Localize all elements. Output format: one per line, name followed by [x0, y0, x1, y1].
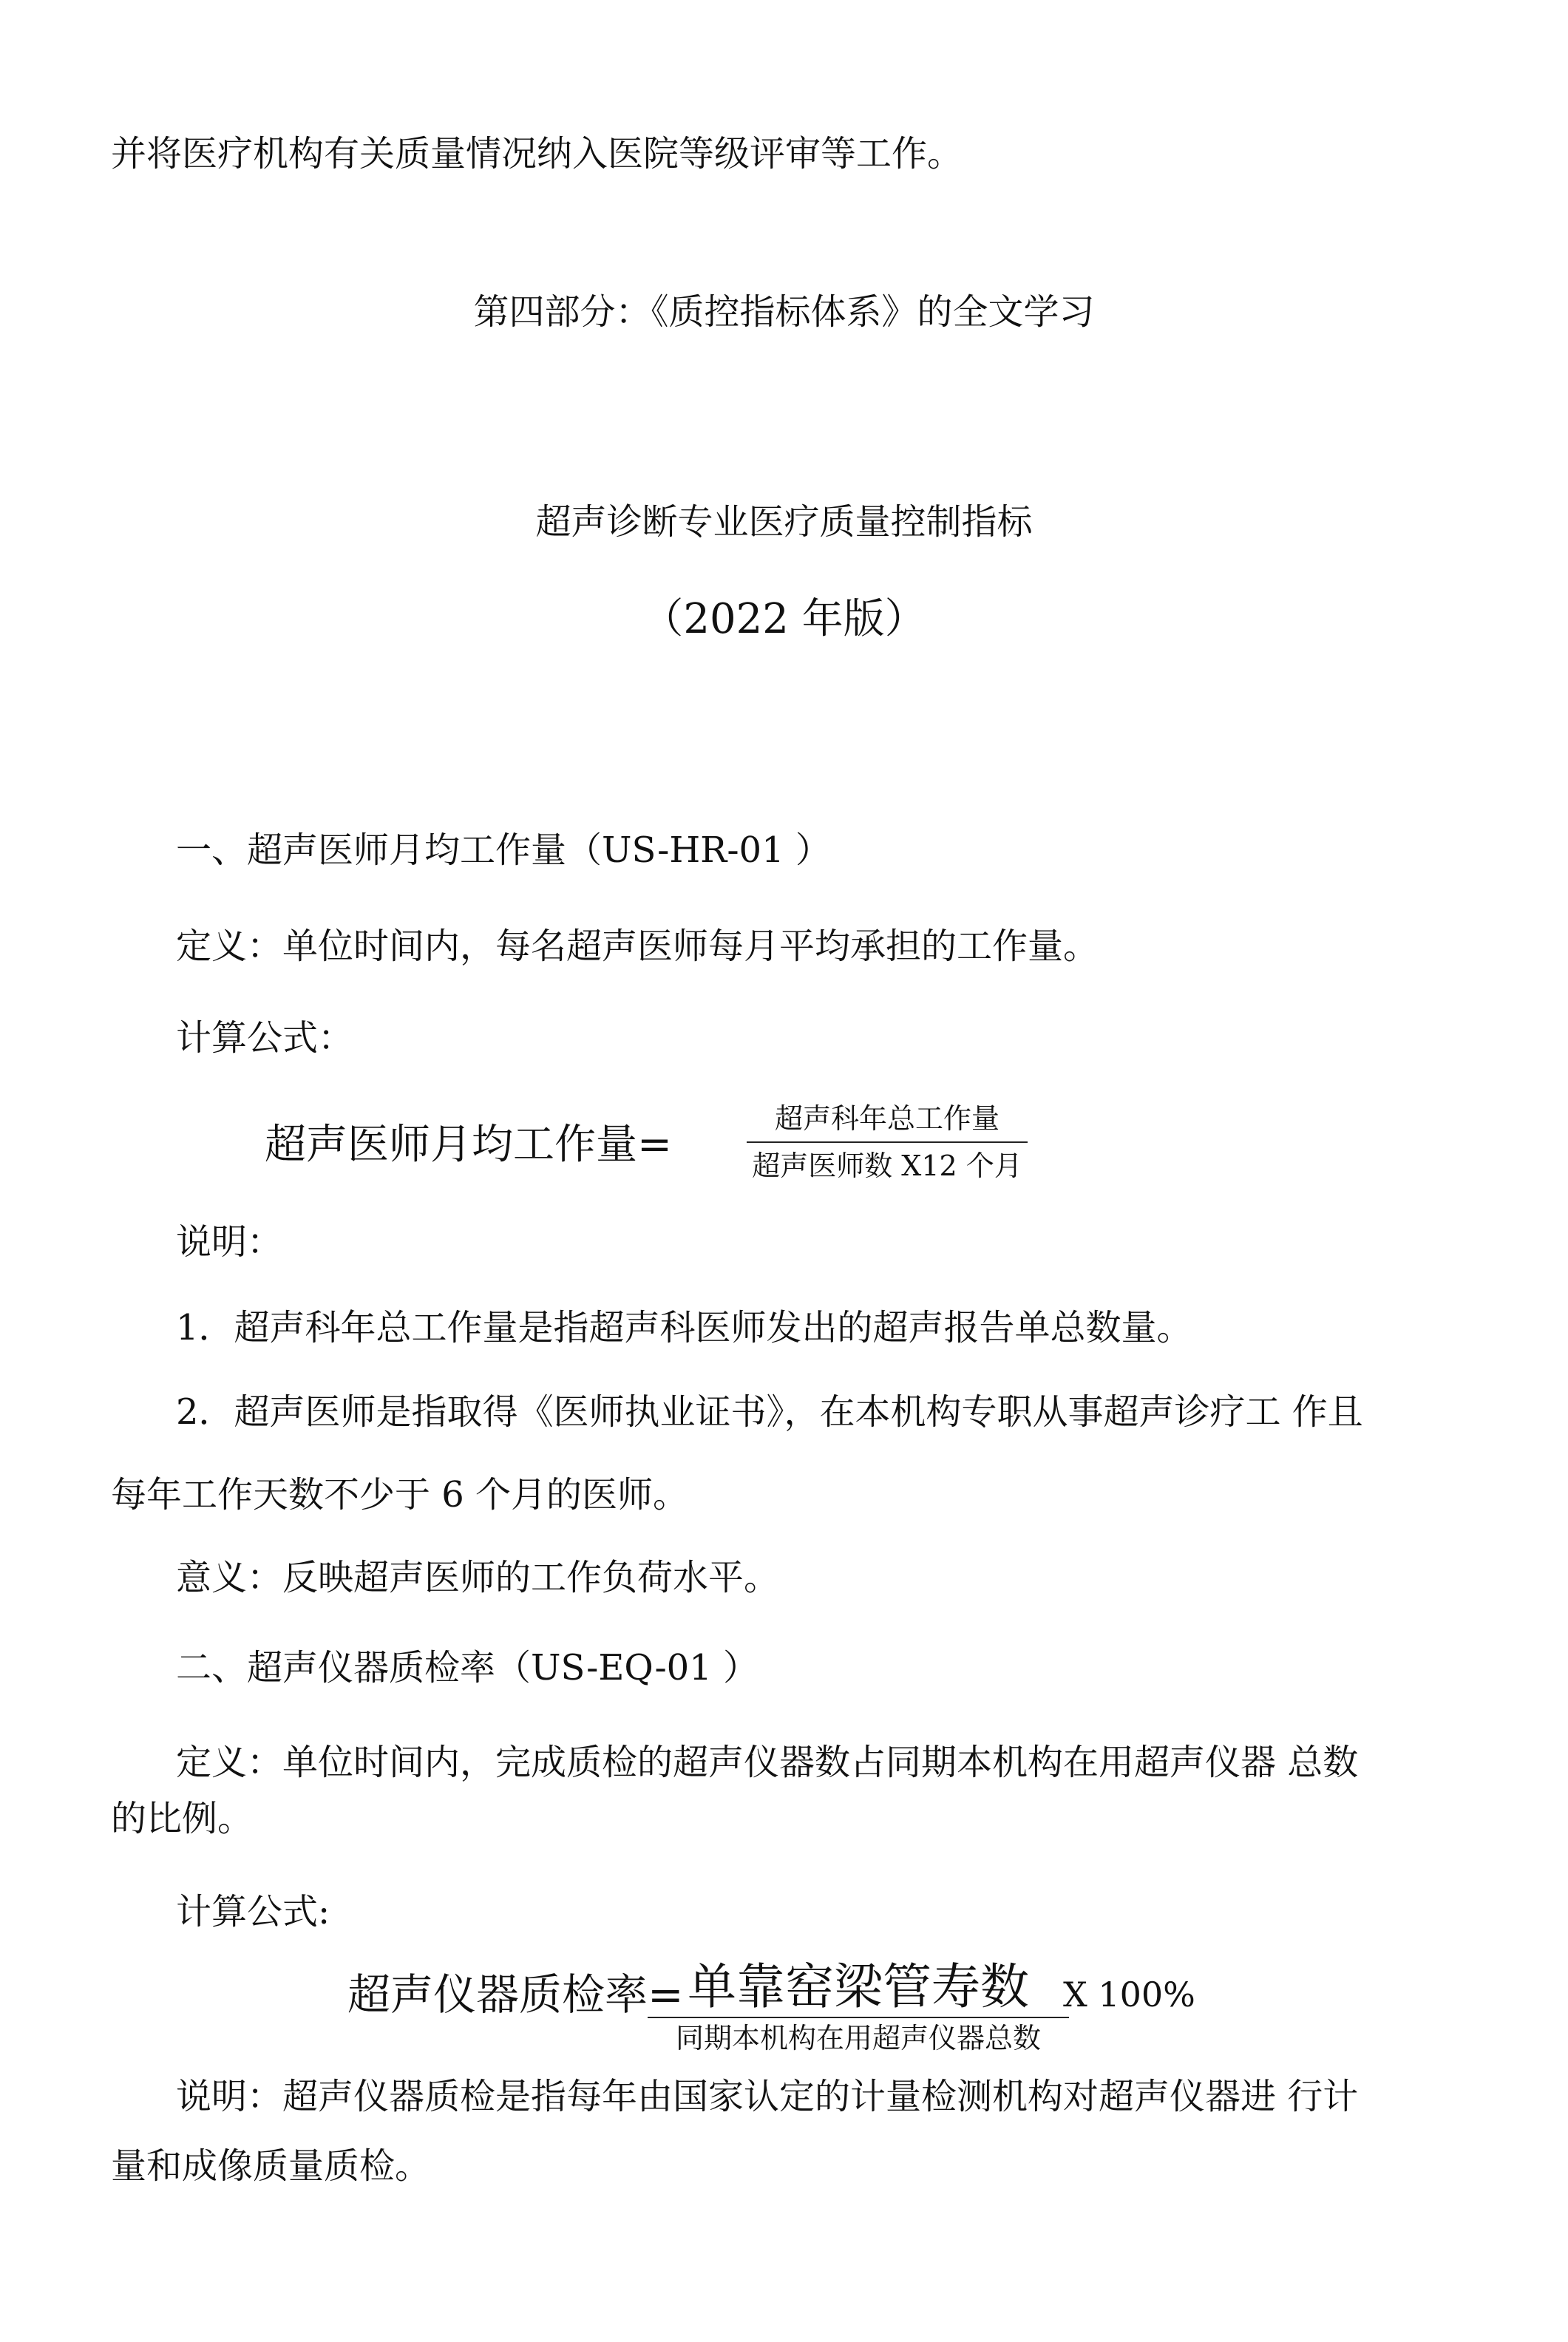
section-1-note-1: 1．超声科年总工作量是指超声科医师发出的超声报告单总数量。 [176, 1307, 1192, 1348]
fraction-bar [747, 1141, 1028, 1143]
intro-line: 并将医疗机构有关质量情况纳入医院等级评审等工作。 [111, 133, 963, 174]
section-2-heading: 二、超声仪器质检率（US-EQ-01 ） [176, 1647, 759, 1688]
section-1-note-label: 说明： [176, 1221, 283, 1263]
section-2-formula-denominator: 同期本机构在用超声仪器总数 [675, 2022, 1041, 2054]
section-1-meaning: 意义：反映超声医师的工作负荷水平。 [176, 1557, 780, 1598]
section-2-note-a: 说明：超声仪器质检是指每年由国家认定的计量检测机构对超声仪器进 行计 [176, 2076, 1359, 2117]
document-edition: （2022 年版） [642, 595, 926, 643]
section-1-formula-denominator: 超声医师数 X12 个月 [752, 1150, 1022, 1182]
fraction-bar [648, 2017, 1069, 2018]
section-1-formula-lhs: 超声医师月均工作量= [265, 1121, 672, 1169]
part-four-heading: 第四部分：《质控指标体系》的全文学习 [473, 291, 1095, 333]
section-1-formula-fraction [747, 1102, 1028, 1183]
section-1-heading: 一、超声医师月均工作量（US-HR-01 ） [176, 829, 831, 871]
section-1-note-2b: 每年工作天数不少于 6 个月的医师。 [111, 1474, 689, 1515]
section-2-formula-fraction [648, 1959, 1069, 2055]
section-2-calc-label: 计算公式: [176, 1891, 330, 1932]
section-2-definition-b: 的比例。 [111, 1798, 254, 1839]
section-2-note-b: 量和成像质量质检。 [111, 2145, 431, 2187]
section-2-definition-a: 定义：单位时间内，完成质检的超声仪器数占同期本机构在用超声仪器 总数 [176, 1742, 1359, 1783]
section-1-formula-numerator: 超声科年总工作量 [774, 1102, 999, 1135]
section-2-formula-numerator: 单靠窑梁管寿数 [688, 1958, 1029, 2015]
section-2-formula-multiplier: X 100% [1063, 1975, 1195, 2015]
section-1-definition: 定义：单位时间内，每名超声医师每月平均承担的工作量。 [176, 926, 1099, 967]
section-2-formula-lhs: 超声仪器质检率= [347, 1969, 684, 2020]
section-1-calc-label: 计算公式： [176, 1017, 354, 1059]
section-1-note-2a: 2．超声医师是指取得《医师执业证书》，在本机构专职从事超声诊疗工 作且 [176, 1391, 1363, 1433]
document-title: 超声诊断专业医疗质量控制指标 [535, 501, 1033, 543]
